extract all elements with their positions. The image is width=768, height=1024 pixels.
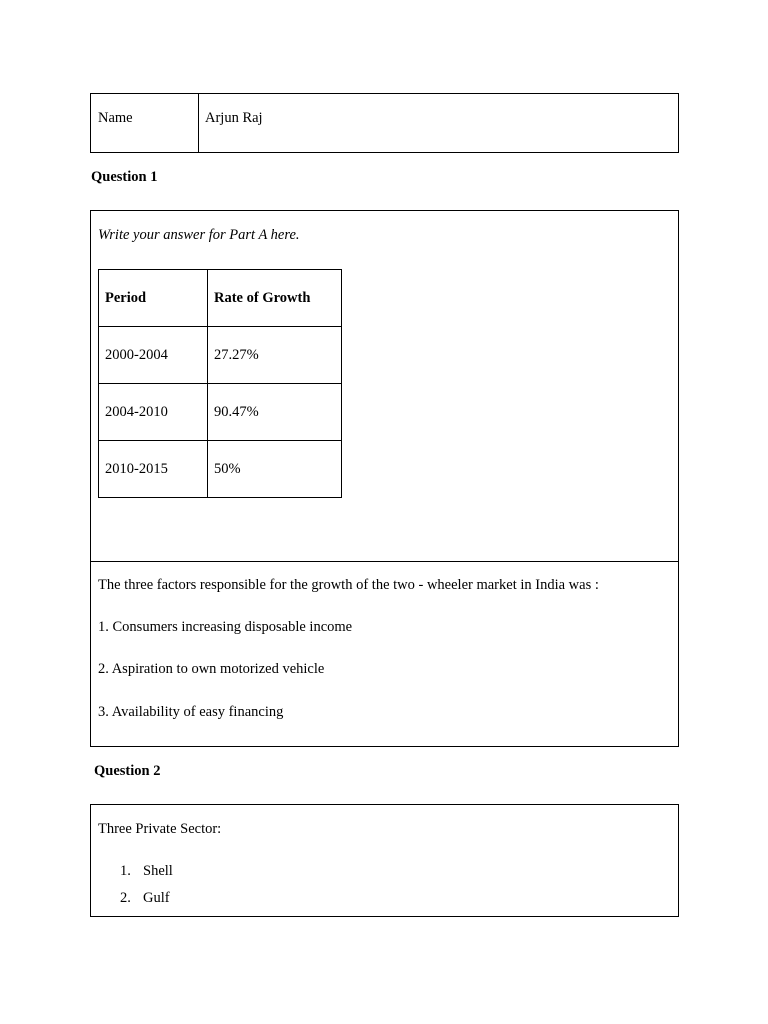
part-a-prompt: Write your answer for Part A here. <box>98 227 300 243</box>
factor-item: 3. Availability of easy financing <box>98 704 284 720</box>
name-label: Name <box>98 110 133 126</box>
question-2-answer-box <box>90 804 679 917</box>
question-1-answer-box <box>90 210 679 747</box>
factor-item: 1. Consumers increasing disposable income <box>98 619 353 635</box>
table-header-row <box>99 270 342 327</box>
period-cell: 2004-2010 <box>99 384 208 441</box>
question-1-heading: Question 1 <box>91 169 158 185</box>
list-number: 1. <box>120 863 131 879</box>
factors-intro: The three factors responsible for the growth of the two - wheeler market in India was : <box>98 577 599 593</box>
header-rate-of-growth: Rate of Growth <box>208 270 342 327</box>
name-table-divider <box>198 94 199 152</box>
list-number: 2. <box>120 890 131 906</box>
factor-item: 2. Aspiration to own motorized vehicle <box>98 661 325 677</box>
table-row <box>99 327 342 384</box>
company-item: Gulf <box>143 890 170 906</box>
growth-cell: 90.47% <box>208 384 342 441</box>
section-divider <box>91 561 678 562</box>
header-period: Period <box>99 270 208 327</box>
name-table <box>90 93 679 153</box>
growth-rate-table <box>98 269 342 498</box>
period-cell: 2010-2015 <box>99 441 208 498</box>
name-value: Arjun Raj <box>205 110 263 126</box>
growth-cell: 50% <box>208 441 342 498</box>
question-2-heading: Question 2 <box>94 763 161 779</box>
private-sector-title: Three Private Sector: <box>98 821 222 837</box>
growth-cell: 27.27% <box>208 327 342 384</box>
company-item: Shell <box>143 863 173 879</box>
table-row <box>99 384 342 441</box>
table-row <box>99 441 342 498</box>
period-cell: 2000-2004 <box>99 327 208 384</box>
